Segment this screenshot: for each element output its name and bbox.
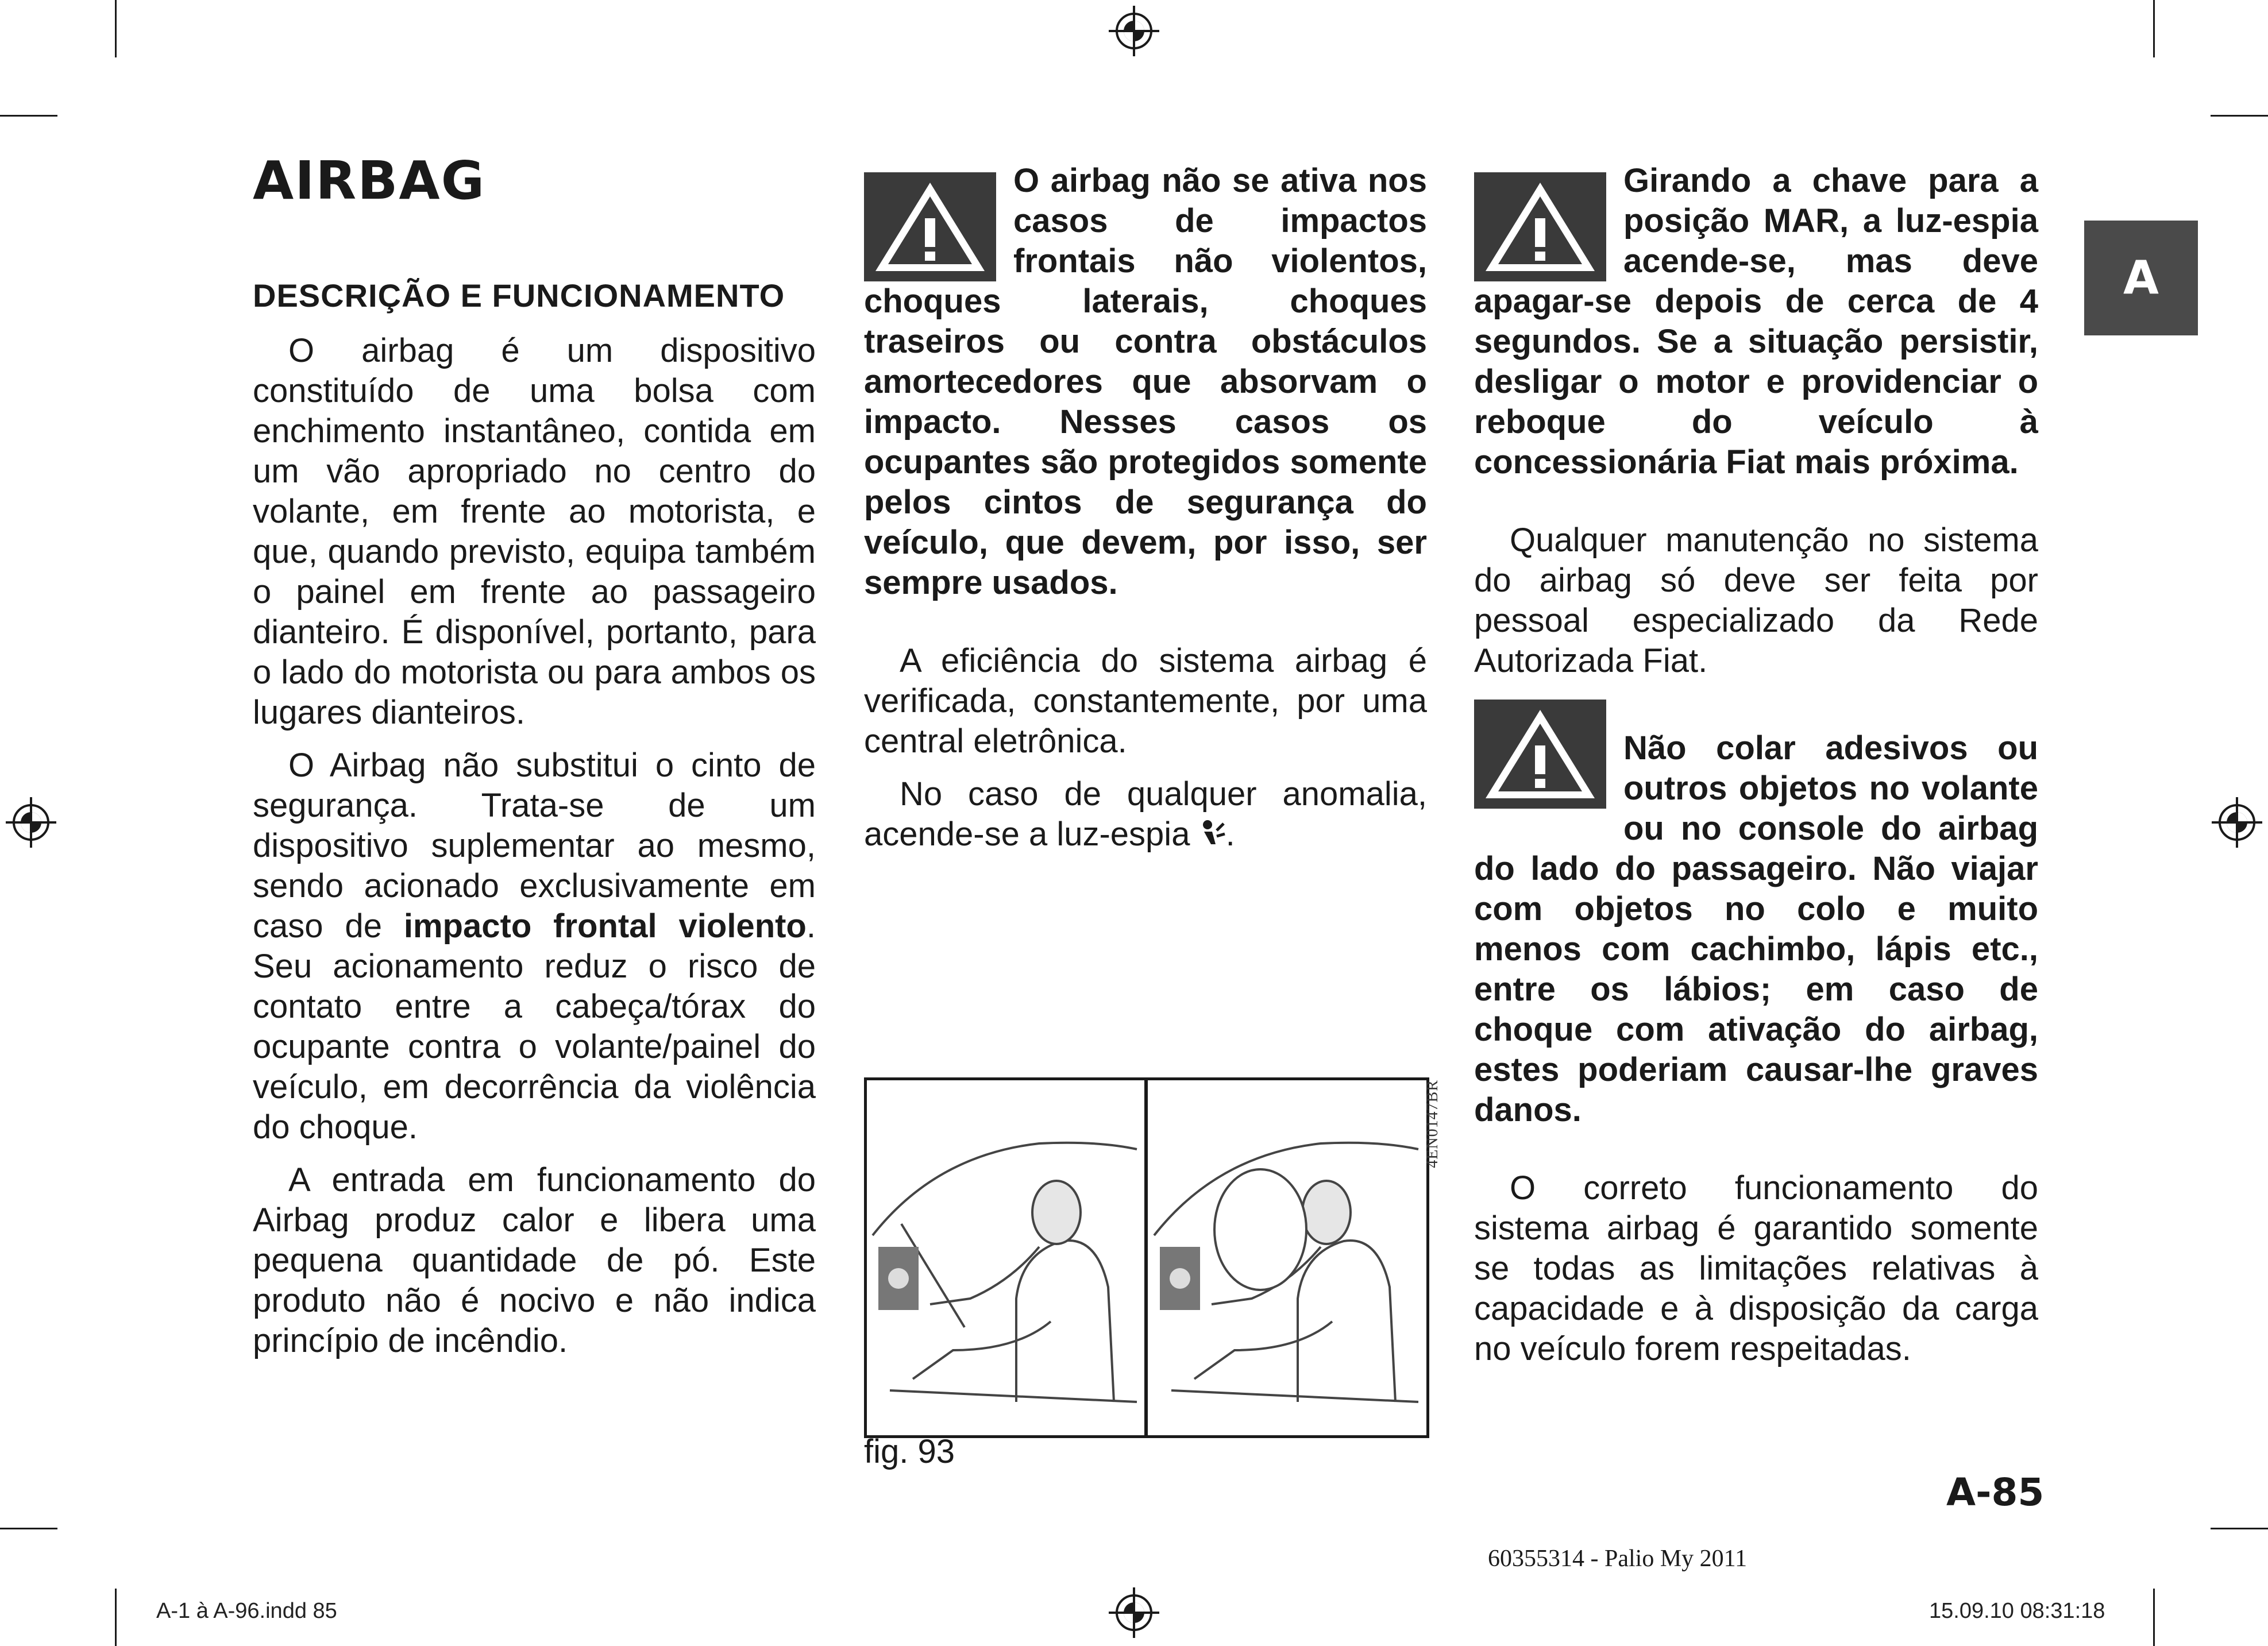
crop-mark	[2211, 115, 2268, 117]
date-info: 15.09.10 08:31:18	[1929, 1599, 2105, 1623]
registration-mark-icon	[2209, 795, 2265, 850]
paragraph: No caso de qualquer anomalia, acende-se a luz-espia .	[864, 775, 1427, 853]
paragraph: O airbag é um dispositivo constituído de uma bolsa com enchimento instantâneo, contida em um vão apropriado no centro do volante, em frente ao motorista, e que, quando previsto, equipa também o painel em frente ao passageiro dianteiro. É disponível, portanto, para o lado do motorista ou para ambos os lugares dianteiros.	[253, 332, 816, 731]
car-interior-drawing	[867, 1080, 1426, 1435]
warning-note: O airbag não se ativa nos casos de impactos frontais não violentos, choques laterais, choques traseiros ou contra obstáculos amortecedores que absorvam o impacto. Nesses casos os ocupantes são protegidos somente pelos cintos de segurança do veículo, que devem, por isso, ser sempre usados.	[864, 162, 1427, 601]
paragraph: O correto funcionamento do sistema airbag é garantido somente se todas as limitações relativas à capacidade e à disposição da carga no veículo forem respeitadas.	[1474, 1169, 2038, 1367]
registration-mark-icon	[3, 795, 59, 850]
registration-mark-icon	[1106, 3, 1162, 59]
doc-reference: 60355314 - Palio My 2011	[1488, 1545, 1748, 1572]
warning-note: Girando a chave para a posição MAR, a luz-espia acende-se, mas deve apagar-se depois de cerca de 4 segundos. Se a situação persistir, desligar o motor e providenciar o reboque do veículo à concessionária Fiat mais próxima.	[1474, 162, 2038, 481]
airbag-illustration	[864, 1077, 1429, 1438]
paragraph: A entrada em funcionamento do Airbag produz calor e libera uma pequena quantidade de pó. Este produto não é nocivo e não indica princípio de incêndio.	[253, 1161, 816, 1359]
warning-triangle-icon	[1474, 172, 1606, 281]
crop-mark	[0, 115, 57, 117]
registration-mark-icon	[1106, 1585, 1162, 1640]
column-1	[253, 150, 816, 1374]
crop-mark	[115, 0, 117, 57]
crop-mark	[115, 1589, 117, 1646]
figure-code: 4EN0147BR	[1424, 1080, 1441, 1168]
paragraph: A eficiência do sistema airbag é verificada, constantemente, por uma central eletrônica.	[864, 642, 1427, 760]
crop-mark	[2153, 1589, 2155, 1646]
paragraph: Qualquer manutenção no sistema do airbag só deve ser feita por pessoal especializado da Rede Autorizada Fiat.	[1474, 521, 2038, 679]
section-heading: DESCRIÇÃO E FUNCIONAMENTO	[253, 277, 785, 314]
warning-triangle-icon	[864, 172, 996, 281]
airbag-warning-light-icon	[1199, 819, 1226, 850]
figure-caption: fig. 93	[864, 1433, 955, 1470]
paragraph: O Airbag não substitui o cinto de segurança. Trata-se de um dispositivo suplementar ao mesmo, sendo acionado exclusivamente em caso de impacto frontal violento. Seu acionamento reduz o risco de contato entre a cabeça/tórax do ocupante contra o volante/painel do veículo, em decorrência da violência do choque.	[253, 747, 816, 1146]
file-info: A-1 à A-96.indd 85	[156, 1599, 337, 1623]
warning-note: Não colar adesivos ou outros objetos no volante ou no console do airbag do lado do passageiro. Não viajar com objetos no colo e muito menos com cachimbo, lápis etc., entre os lábios; em caso de choque com ativação do airbag, estes poderiam causar-lhe graves danos.	[1474, 729, 2038, 1129]
crop-mark	[0, 1528, 57, 1529]
crop-mark	[2211, 1528, 2268, 1529]
crop-mark	[2153, 0, 2155, 57]
page-number: A-85	[1946, 1470, 2045, 1514]
page-title: AIRBAG	[253, 150, 486, 211]
warning-triangle-icon	[1474, 700, 1606, 809]
section-tab: A	[2084, 221, 2198, 335]
